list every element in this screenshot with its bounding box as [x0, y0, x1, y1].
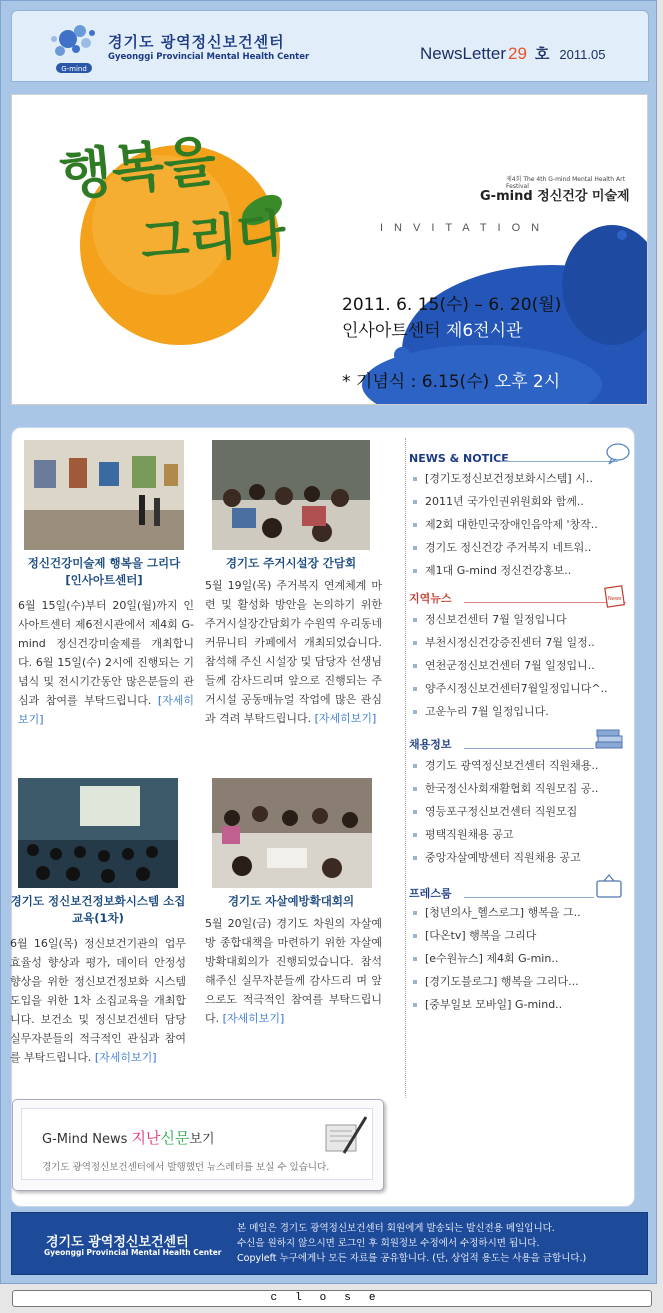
regional-news-heading[interactable]: 지역뉴스 [409, 592, 452, 605]
org-name-en: Gyeonggi Provincial Mental Health Center [108, 52, 310, 62]
article-4-body: 5월 20일(금) 경기도 차원의 자살예방 종합대책을 마련하기 위한 자살예방확대회의가 진행되었습니다. 참석해주신 실무자분들께 감사드리 며 앞으로도 적극적인 참여를 부탁드립니다. [자세히보기] [205, 917, 382, 1025]
close-button[interactable]: close [12, 1290, 652, 1307]
press-item[interactable]: [청년의사_헬스로그] 행복을 그.. [413, 904, 625, 920]
festival-name: G-mind 정신건강 미술제 [480, 189, 630, 204]
footer-org-name-en: Gyeonggi Provincial Mental Health Center [44, 1248, 222, 1257]
svg-text:G-mind: G-mind [61, 65, 87, 73]
news-item[interactable]: 2011년 국가인권위원회와 함께.. [413, 493, 625, 509]
news-item[interactable]: 제1대 G-mind 정신건강홍보.. [413, 562, 625, 578]
regional-news-rule [464, 602, 626, 603]
event-venue: 인사아트센터 제6전시관 [342, 321, 523, 341]
header [11, 10, 649, 82]
regional-item[interactable]: 양주시정신보건센터7월일정입니다^.. [413, 680, 625, 696]
past-issues-desc: 경기도 광역정신보건센터에서 발행했던 뉴스레터를 보실 수 있습니다. [42, 1162, 330, 1173]
column-divider [405, 438, 406, 1098]
past-issues-banner[interactable] [12, 1099, 384, 1191]
article-3-body: 6월 16일(목) 정신보건기관의 업무효율성 향상과 평가, 데이터 안정성 향상을 위한 정신보건정보화 시스템도입을 위한 1차 소집교육을 개최합니다. 보건소 및 정신보건센터 담당실무자분들의 적극적인 관심과 참여를 부탁드립니다. [자세히보기] [10, 937, 186, 1064]
gmind-logo-icon [46, 19, 106, 77]
svg-text:News: News [608, 596, 622, 602]
footer-notice: 본 메일은 경기도 광역정신보건센터 회원에게 발송되는 발신전용 메일입니다. 수신을 원하지 않으시면 로그인 후 회원정보 수정에서 수정하시면 됩니다. Copyleft 누구에게나 모든 자료를 공유합니다. (단, 상업적 용도는 사용을 금합니다.) [237, 1223, 587, 1264]
article-4-photo[interactable] [212, 778, 372, 888]
article-2-more-link[interactable]: [자세히보기] [314, 712, 377, 725]
press-item[interactable]: [경기도블로그] 행복을 그리다... [413, 973, 625, 989]
newsletter-label: NewsLetter [420, 44, 506, 63]
article-1-body: 6월 15일(수)부터 20일(월)까지 인사아트센터 제6전시관에서 제4회 G-mind 정신건강미술제를 개최합니다. 6월 15일(수) 2시에 진행되는 기념식 및 전시기간동안 많은분들의 관심과 참여를 부탁드립니다. [자세히보기] [18, 599, 194, 726]
festival-subtitle: 제4회 The 4th G-mind Mental Health Art Festival [506, 176, 625, 190]
pressroom-heading[interactable]: 프레스룸 [409, 887, 452, 900]
article-2-body: 5월 19일(목) 주거복지 연계체계 마련 및 활성화 방안을 논의하기 위한 주거시설장간담회가 수원역 우리동네 커뮤니티 카페에서 개최되었습니다. 참석해 주신 시설장 및 담당자 선생님들께 감사드리며 앞으로 진행되는 주거시설 공동매뉴얼 작업에 많은 관심과 격려 부탁드립니다. [자세히보기] [205, 579, 383, 725]
issue-number: 29 [507, 44, 527, 63]
article-1-more-link[interactable]: [자세히보기] [18, 694, 194, 726]
press-item[interactable]: [다온tv] 행복을 그리다 [413, 927, 625, 943]
news-notice-rule [500, 461, 618, 462]
news-item[interactable]: [경기도정신보건정보화시스템] 시.. [413, 470, 625, 486]
footer [11, 1212, 648, 1275]
issue-info [420, 43, 605, 64]
speech-bubble-icon [604, 440, 632, 466]
jobs-item[interactable]: 영등포구정신보건센터 직원모집 [413, 803, 625, 819]
newspaper-pen-icon [322, 1113, 370, 1157]
jobs-item[interactable]: 한국정신사회재활협회 직원모집 공.. [413, 780, 625, 796]
jobs-rule [464, 748, 594, 749]
jobs-heading[interactable]: 채용정보 [409, 738, 452, 751]
article-1-title[interactable]: 정신건강미술제 행복을 그리다 [인사아트센터] [27, 556, 181, 587]
pressroom-rule [464, 897, 594, 898]
news-notice-heading[interactable]: NEWS & NOTICE [409, 452, 509, 465]
news-item[interactable]: 경기도 정신건강 주거복지 네트워.. [413, 539, 625, 555]
article-2-title[interactable]: 경기도 주거시설장 간담회 [225, 556, 357, 570]
issue-date: 2011.05 [559, 47, 606, 62]
news-item[interactable]: 제2회 대한민국장애인음악제 '창작.. [413, 516, 625, 532]
issue-suffix: 호 [534, 45, 550, 63]
regional-item[interactable]: 연천군정신보건센터 7월 일정입니.. [413, 657, 625, 673]
jobs-item[interactable]: 경기도 광역정신보건센터 직원채용.. [413, 757, 625, 773]
event-opening: * 기념식 : 6.15(수) 오후 2시 [342, 372, 561, 392]
past-issues-inner [21, 1108, 373, 1180]
past-issues-title: G-Mind News 지난신문보기 [42, 1129, 215, 1147]
invitation-banner[interactable] [11, 94, 648, 405]
newspaper-icon [604, 584, 626, 608]
jobs-item[interactable]: 중앙자살예방센터 직원채용 공고 [413, 849, 625, 865]
tv-icon [594, 873, 624, 899]
regional-item[interactable]: 부천시정신건강증진센터 7월 일정.. [413, 634, 625, 650]
article-3-photo[interactable] [18, 778, 178, 888]
press-item[interactable]: [e수원뉴스] 제4회 G-min.. [413, 950, 625, 966]
main-content [11, 427, 635, 1207]
article-3-more-link[interactable]: [자세히보기] [94, 1051, 157, 1064]
banner-art [12, 95, 648, 405]
jobs-item[interactable]: 평택직원채용 공고 [413, 826, 625, 842]
press-item[interactable]: [중부일보 모바일] G-mind.. [413, 996, 625, 1012]
footer-org-name: 경기도 광역정신보건센터 [46, 1235, 189, 1250]
org-name: 경기도 광역정신보건센터 [108, 33, 285, 51]
books-icon [594, 728, 626, 752]
calligraphy-top: 행복을 [56, 127, 220, 208]
article-1-photo[interactable] [24, 440, 184, 550]
event-dates: 2011. 6. 15(수) – 6. 20(월) [342, 295, 562, 315]
invitation-label: INVITATION [380, 222, 551, 234]
article-4-more-link[interactable]: [자세히보기] [222, 1012, 285, 1025]
article-3-title[interactable]: 경기도 정신보건정보화시스템 소집교육(1차) [10, 894, 186, 925]
article-2-photo[interactable] [212, 440, 370, 550]
regional-item[interactable]: 고운누리 7월 일정입니다. [413, 703, 625, 719]
article-4-title[interactable]: 경기도 자살예방확대회의 [227, 894, 355, 908]
calligraphy-bottom: 그리다 [138, 203, 288, 272]
regional-item[interactable]: 정신보건센터 7월 일정입니다 [413, 611, 625, 627]
